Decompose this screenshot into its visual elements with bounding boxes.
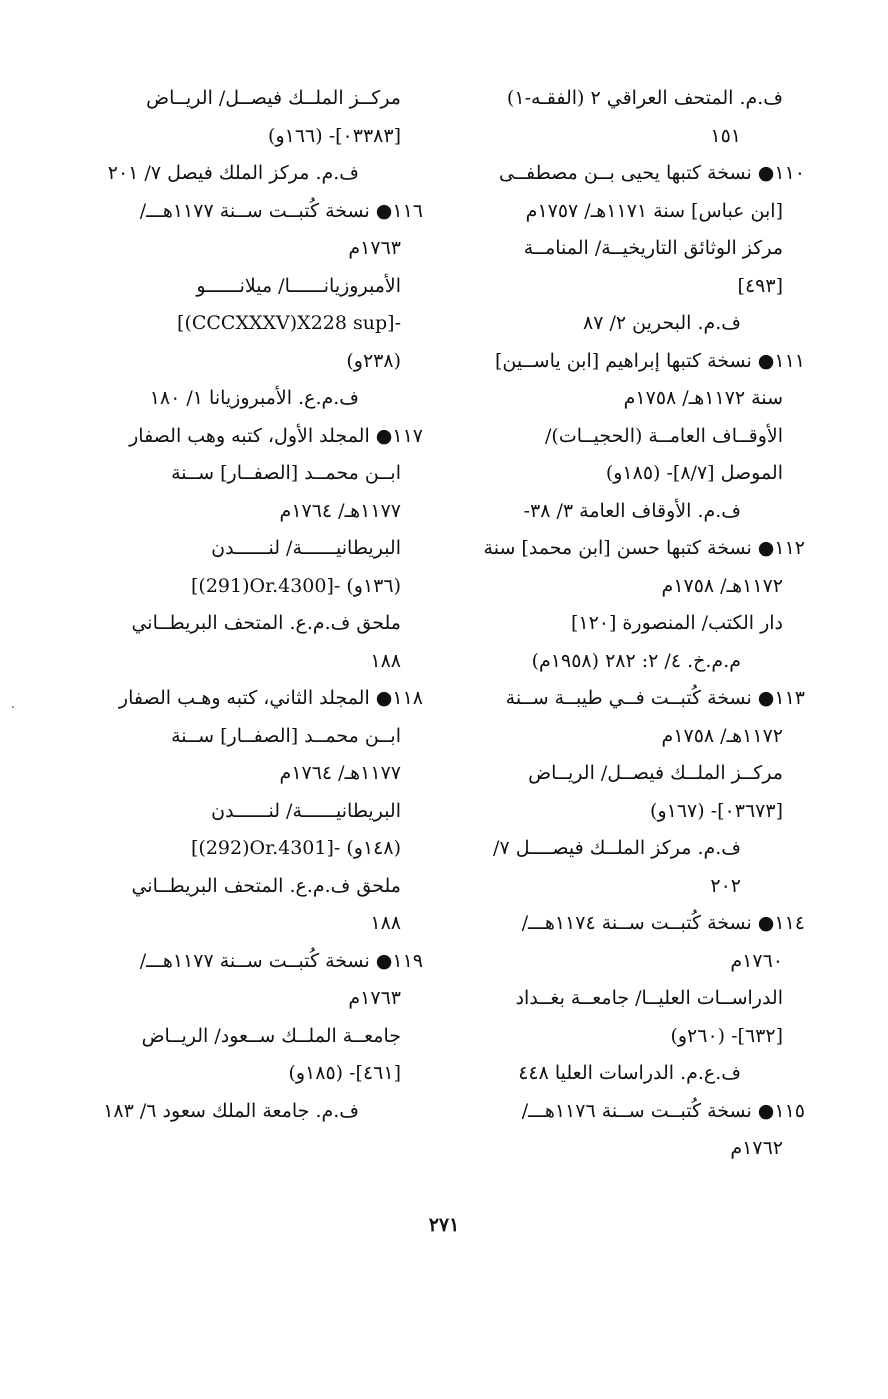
left-column-line: [(291)Or.4300]- (١٣٦و)	[191, 574, 401, 597]
left-column-line: ابــن محمــد [الصفــار] ســنة	[171, 724, 401, 747]
left-column-line: ف.م.ع. الأمبروزيانا ١/ ١٨٠	[149, 387, 359, 409]
left-column-line: ١١٧٧هـ/ ١٧٦٤م	[279, 762, 401, 784]
left-column-line: [(CCCXXXV)X228 sup]-	[177, 312, 401, 334]
right-column-line: ف.م. المتحف العراقي ٢ (الفقـه-١)	[506, 87, 783, 109]
left-column-line: ١٧٦٣م	[348, 987, 401, 1009]
right-column-line: ١٥١	[710, 124, 741, 147]
scan-speck	[12, 706, 14, 708]
right-column-line: الموصل [٨/٧]- (١٨٥و)	[605, 462, 783, 484]
right-column	[470, 80, 805, 1168]
left-column-line: ١١٧● المجلد الأول، كتبه وهب الصفار	[129, 424, 423, 447]
left-column-line: ١١٦● نسخة كُتبــت ســنة ١١٧٧هـــ/	[139, 199, 423, 222]
left-column-line: ملحق ف.م.ع. المتحف البريطــاني	[131, 612, 401, 634]
right-column-line: ١٧٦٠م	[730, 949, 783, 972]
left-column-line: ملحق ف.م.ع. المتحف البريطــاني	[131, 874, 401, 897]
left-column-line: ١٨٨	[370, 649, 401, 672]
right-column-line: الدراســات العليــا/ جامعــة بغــداد	[515, 987, 783, 1009]
left-column-line: [(292)Or.4301]- (١٤٨و)	[191, 837, 401, 859]
right-column-line: ف.م. مركز الملــك فيصــــل ٧/	[493, 837, 741, 859]
right-column-line: ف.م. الأوقاف العامة ٣/ ٣٨-	[523, 499, 741, 522]
right-column-line: ١١٠● نسخة كتبها يحيى بــن مصطفــى	[499, 162, 805, 184]
right-column-line: ١١٧٢هـ/ ١٧٥٨م	[661, 574, 783, 597]
left-column-line: مركــز الملــك فيصــل/ الريــاض	[146, 87, 401, 109]
left-column-line: (٢٣٨و)	[346, 349, 401, 372]
left-column-line: ف.م. جامعة الملك سعود ٦/ ١٨٣	[103, 1099, 359, 1122]
left-column-line: البريطانيــــــة/ لنــــــدن	[211, 537, 401, 559]
left-column-line: ف.م. مركز الملك فيصل ٧/ ٢٠١	[107, 162, 359, 184]
right-column-line: ١١١● نسخة كتبها إبراهيم [ابن ياســين]	[494, 349, 805, 372]
right-column-line: سنة ١١٧٢هـ/ ١٧٥٨م	[623, 387, 783, 409]
right-column-line: ١١٥● نسخة كُتبــت ســنة ١١٧٦هـــ/	[521, 1099, 805, 1122]
left-column-line: [٠٣٣٨٣]- (١٦٦و)	[268, 124, 401, 147]
left-column-line: ١٨٨	[370, 912, 401, 934]
right-column-line: مركــز الملــك فيصــل/ الريــاض	[528, 762, 783, 784]
left-column	[88, 80, 423, 1130]
left-column-line: [٤٦١]- (١٨٥و)	[288, 1062, 401, 1084]
right-column-line: الأوقــاف العامــة (الحجيــات)/	[545, 424, 783, 447]
right-column-line: ف.م. البحرين ٢/ ٨٧	[582, 312, 741, 334]
right-column-line: ١٧٦٢م	[730, 1137, 783, 1159]
right-column-line: ١١٤● نسخة كُتبــت ســنة ١١٧٤هـــ/	[521, 912, 805, 934]
left-column-line: ١١٨● المجلد الثاني، كتبه وهـب الصفار	[118, 687, 423, 709]
right-column-line: ١١٢● نسخة كتبها حسن [ابن محمد] سنة	[483, 537, 805, 559]
right-column-line: ف.ع.م. الدراسات العليا ٤٤٨	[518, 1062, 741, 1084]
right-column-line: ١١٧٢هـ/ ١٧٥٨م	[661, 724, 783, 747]
left-column-line: جامعــة الملــك ســعود/ الريــاض	[141, 1024, 401, 1047]
right-column-line: ٢٠٢	[710, 874, 741, 897]
right-column-line: [٦٣٢]- (٢٦٠و)	[670, 1024, 783, 1047]
left-column-line: ابــن محمــد [الصفــار] ســنة	[171, 462, 401, 484]
left-column-line: ١٧٦٣م	[348, 237, 401, 259]
right-column-line: [٠٣٦٧٣]- (١٦٧و)	[650, 799, 783, 822]
right-column-line: [ابن عباس] سنة ١١٧١هـ/ ١٧٥٧م	[525, 199, 783, 222]
right-column-line: دار الكتب/ المنصورة [١٢٠]	[570, 612, 783, 634]
page-number: ٢٧١	[428, 1214, 460, 1236]
left-column-line: الأمبروزيانــــــا/ ميلانــــــو	[196, 274, 401, 297]
right-column-line: مركز الوثائق التاريخيــة/ المنامــة	[523, 237, 783, 259]
left-column-line: ١١٧٧هـ/ ١٧٦٤م	[279, 499, 401, 522]
right-column-line: [٤٩٣]	[737, 274, 783, 297]
left-column-line: ١١٩● نسخة كُتبــت ســنة ١١٧٧هـــ/	[139, 949, 423, 972]
left-column-line: البريطانيــــــة/ لنــــــدن	[211, 799, 401, 822]
right-column-line: م.م.خ. ٤/ ٢: ٢٨٢ (١٩٥٨م)	[531, 649, 741, 672]
right-column-line: ١١٣● نسخة كُتبــت فــي طيبــة ســنة	[505, 687, 805, 709]
